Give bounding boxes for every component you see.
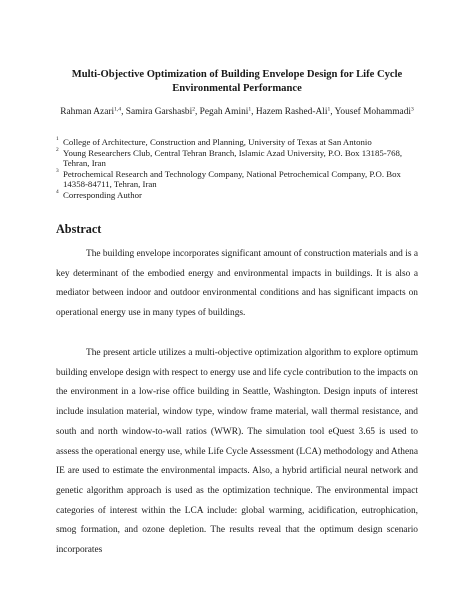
affiliation (56, 169, 426, 190)
title-line-2: Environmental Performance (172, 82, 302, 94)
author-separator: , (251, 107, 256, 117)
affiliation-number: 1 (56, 136, 59, 142)
affiliation-number: 4 (56, 188, 59, 195)
affiliation-text: Young Researchers Club, Central Tehran Branch, Islamic Azad University, P.O. Box 13185-768, Tehran, Iran (63, 147, 403, 169)
abstract-paragraph-2: The present article utilizes a multi-objective optimization algorithm to explore optimum building envelope design with respect to energy use and life cycle contribution to the impacts on the environment in a low-rise office building in Seattle, Washington. Design inputs of interest include insulation material, window type, window frame material, wall thermal resistance, and south and north window-to-wall ratios (WWR). The simulation tool eQuest 3.65 is used to assess the operational energy use, while Life Cycle Assessment (LCA) methodology and Athena IE are used to estimate the environmental impacts. Also, a hybrid artificial neural network and genetic algorithm approach is used as the optimization technique. The environmental impact categories of interest within the LCA include: global warming, acidification, eutrophication, smog formation, and ozone depletion. The results reveal that the optimum design scenario incorporates (56, 348, 418, 556)
author (200, 107, 256, 117)
author-list (0, 106, 474, 118)
author-separator: , (121, 107, 126, 117)
author (335, 107, 414, 117)
author-name: Hazem Rashed-Ali (255, 107, 328, 117)
author-affiliation-marker: 2 (192, 106, 195, 113)
author-affiliation-marker: 1,4 (114, 106, 122, 113)
author (126, 107, 200, 117)
author-separator: , (194, 107, 200, 117)
author (60, 107, 126, 117)
author-separator: , (330, 107, 335, 117)
author-affiliation-marker: 1 (248, 106, 252, 113)
author-name: Samira Garshasbi (125, 107, 193, 117)
abstract-paragraph-1: The building envelope incorporates significant amount of construction materials and is a key determinant of the embodied energy and environmental impacts in buildings. It is also a mediator between indoor and outdoor environmental conditions and has significant impacts on operational energy use in many types of buildings. (56, 249, 418, 319)
author-name: Pegah Amini (199, 107, 249, 117)
author-name: Rahman Azari (60, 107, 115, 117)
title-line-1: Multi-Objective Optimization of Building Envelope Design for Life Cycle (71, 69, 403, 80)
affiliation (56, 137, 426, 148)
author-affiliation-marker: 3 (410, 106, 414, 113)
affiliation-number: 3 (56, 167, 59, 174)
affiliation-list (56, 137, 426, 201)
affiliation-text: Corresponding Author (63, 189, 142, 200)
affiliation-text: Petrochemical Research and Technology Company, National Petrochemical Company, P.O. Box 14358-84711, Tehran, Iran (63, 168, 401, 190)
affiliation-text: College of Architecture, Construction and Planning, University of Texas at San Antonio (63, 137, 372, 147)
author-affiliation-marker: 1 (327, 106, 331, 113)
paper-title (40, 68, 434, 95)
author (256, 107, 335, 117)
affiliation (56, 148, 426, 169)
abstract-heading: Abstract (56, 222, 102, 236)
affiliation (56, 190, 426, 201)
author-name: Yousef Mohammadi (334, 107, 411, 117)
affiliation-number: 2 (56, 146, 59, 153)
